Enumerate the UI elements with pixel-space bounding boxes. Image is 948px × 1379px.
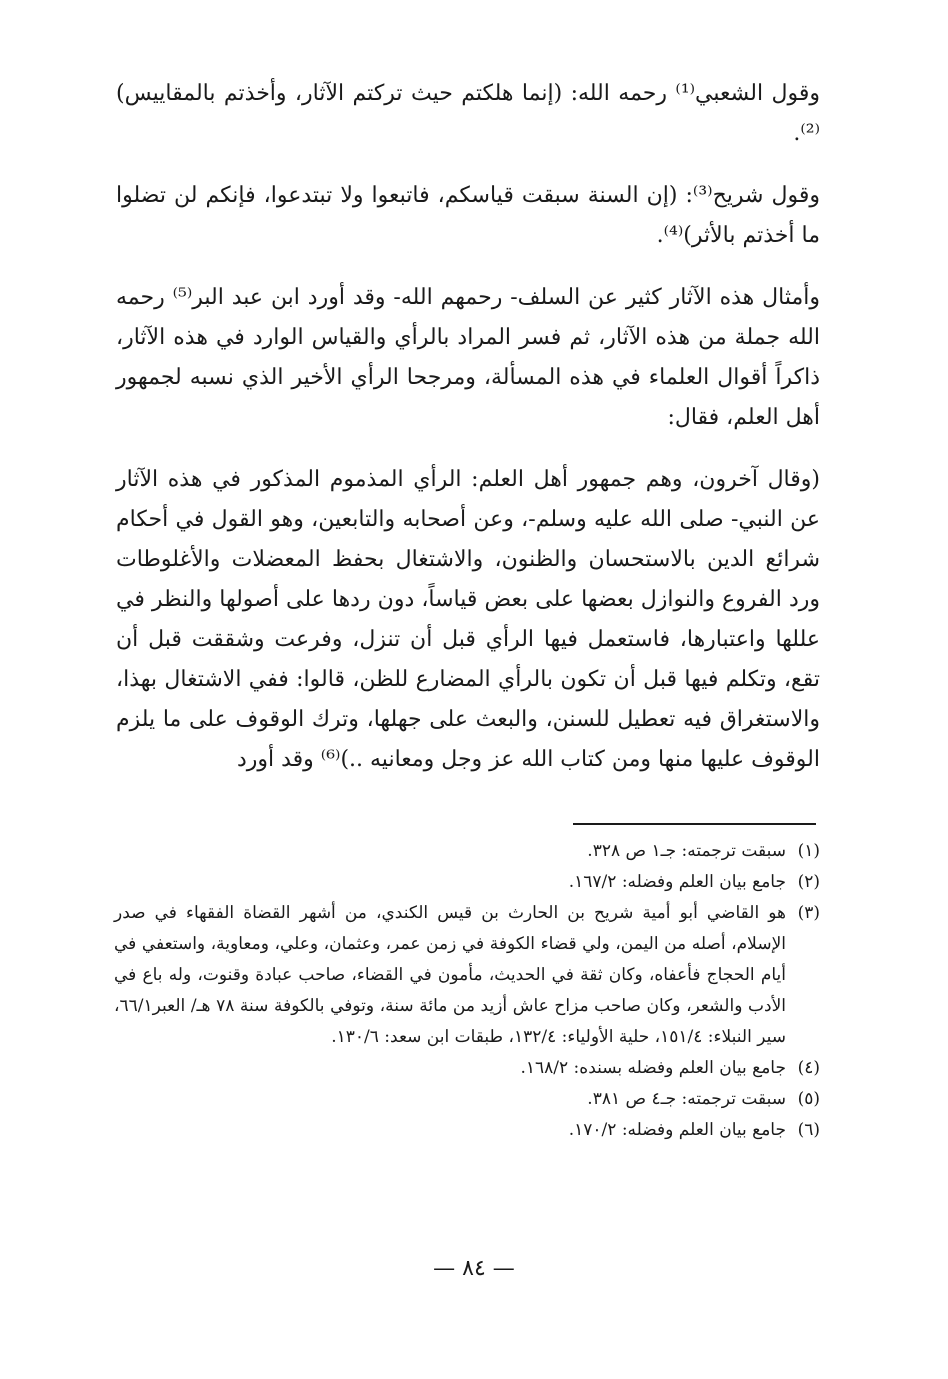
footnote-number: (٢)	[797, 872, 820, 892]
footnote-number: (١)	[797, 841, 820, 861]
footnote-number: (٥)	[797, 1089, 820, 1109]
footnote-number: (٤)	[797, 1058, 820, 1078]
footnote-item	[114, 1084, 820, 1115]
footnote-number: (٦)	[797, 1120, 820, 1140]
footnote-number: (٣)	[797, 903, 820, 923]
footnote-item	[114, 836, 820, 867]
footnote-text: سبقت ترجمته: جـ١ ص ٣٢٨.	[587, 841, 786, 861]
paragraph-shabi-quote: وقول الشعبي⁽¹⁾ رحمه الله: (إنما هلكتم حيث تركتم الآثار، وأخذتم بالمقاييس)⁽²⁾.	[116, 81, 820, 146]
paragraph-shurayh-quote: وقول شريح⁽³⁾: (إن السنة سبقت قياسكم، فاتبعوا ولا تبتدعوا، فإنكم لن تضلوا ما أخذتم بالأثر)⁽⁴⁾.	[116, 183, 820, 248]
footnote-text: جامع بيان العلم وفضله بسنده: ١٦٨/٢.	[520, 1058, 786, 1078]
footnote-separator	[573, 823, 816, 825]
footnote-item	[114, 1115, 820, 1146]
footnote-text: سبقت ترجمته: جـ٤ ص ٣٨١.	[587, 1089, 786, 1109]
footnote-text: جامع بيان العلم وفضله: ١٦٧/٢.	[568, 872, 786, 892]
main-text	[116, 74, 820, 780]
page-number: — ٨٤ —	[433, 1256, 515, 1281]
footnote-item	[114, 1053, 820, 1084]
footnote-item	[114, 898, 820, 1053]
footnote-item	[114, 867, 820, 898]
footnote-text: جامع بيان العلم وفضله: ١٧٠/٢.	[568, 1120, 786, 1140]
paragraph-ibn-abd-al-barr: وأمثال هذه الآثار كثير عن السلف- رحمهم الله- وقد أورد ابن عبد البر⁽⁵⁾ رحمه الله جملة من هذه الآثار، ثم فسر المراد بالرأي والقياس الوارد في هذه الآثار، ذاكراً أقوال العلماء في هذه المسألة، ومرجحا الرأي الأخير الذي نسبه لجمهور أهل العلم، فقال:	[116, 285, 820, 430]
paragraph-majority-opinion: (وقال آخرون، وهم جمهور أهل العلم: الرأي المذموم المذكور في هذه الآثار عن النبي- صلى الله عليه وسلم-، وعن أصحابه والتابعين، وهو القول في أحكام شرائع الدين بالاستحسان والظنون، والاشتغال بحفظ المعضلات والأغلوطات ورد الفروع والنوازل بعضها على بعض قياساً، دون ردها على أصولها والنظر في عللها واعتبارها، فاستعمل فيها الرأي قبل أن تنزل، وفرعت وشققت قبل أن تقع، وتكلم فيها قبل أن تكون بالرأي المضارع للظن، قالوا: ففي الاشتغال بهذا، والاستغراق فيه تعطيل للسنن، والبعث على جهلها، وترك الوقوف على ما يلزم الوقوف عليها منها ومن كتاب الله عز وجل ومعانيه ..)⁽⁶⁾ وقد أورد	[116, 467, 820, 772]
footnotes	[114, 836, 820, 1146]
footnote-text: هو القاضي أبو أمية شريح بن الحارث بن قيس الكندي، من أشهر القضاة الفقهاء في صدر الإسلام، أصله من اليمن، ولي قضاء الكوفة في زمن عمر، وعثمان، وعلي، ومعاوية، واستعفي في أيام الحجاج فأعفاه، وكان ثقة في الحديث، مأمون في القضاء، صاحب عبادة وقنوت، وله باع في الأدب والشعر، وكان صاحب مزاح عاش أزيد من مائة سنة، وتوفي بالكوفة سنة ٧٨ هـ/ العبر٦٦/١، سير النبلاء: ١٥١/٤، حلية الأولياء: ١٣٢/٤، طبقات ابن سعد: ١٣٠/٦.	[114, 903, 786, 1047]
